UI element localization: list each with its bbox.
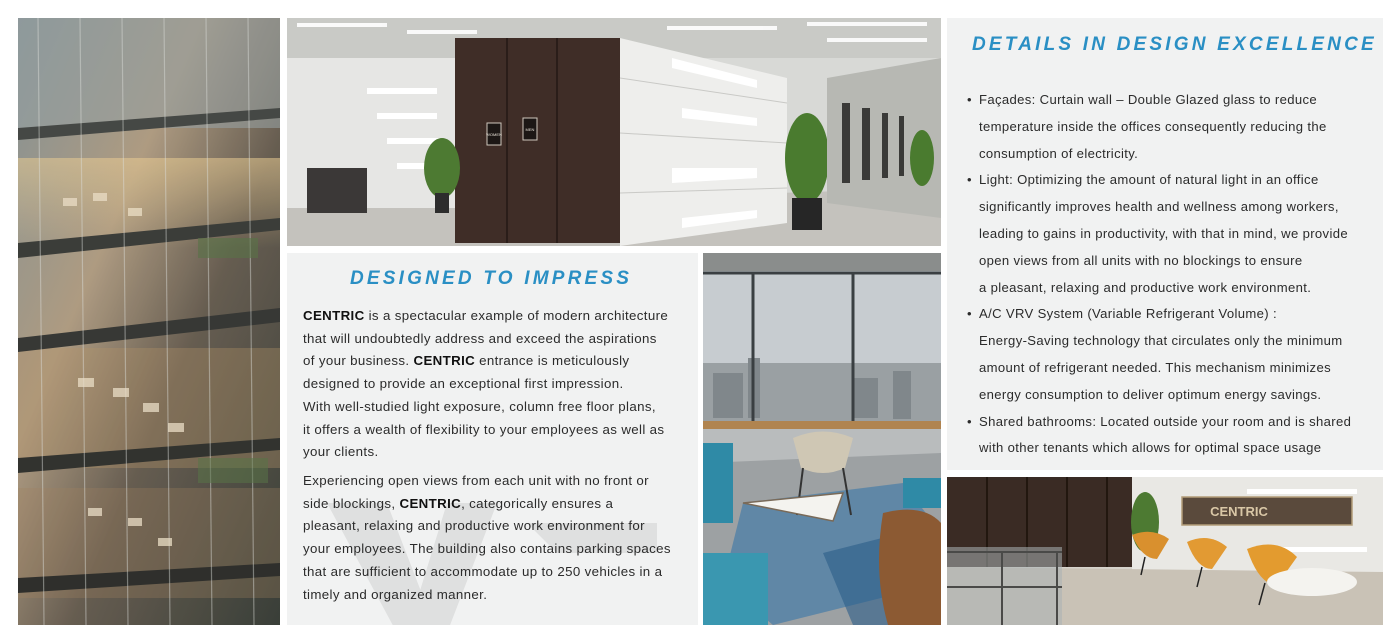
- men-sign: MEN: [525, 127, 535, 132]
- text-line: energy consumption to deliver optimum energy savings.: [979, 386, 1322, 402]
- lobby-corridor-photo: [287, 18, 941, 246]
- building-facade-photo: [18, 18, 280, 625]
- intro-heading: DESIGNED TO IMPRESS: [350, 268, 633, 289]
- text-line: your clients.: [303, 444, 379, 460]
- text-line: is a spectacular example of modern architecture: [364, 308, 669, 323]
- text-line: with other tenants which allows for optimal space usage: [979, 440, 1322, 456]
- brand-name: CENTRIC: [303, 308, 365, 323]
- text-line: timely and organized manner.: [303, 586, 488, 602]
- office-lounge-photo: [703, 253, 941, 625]
- text-line: Energy-Saving technology that circulates only the minimum: [979, 333, 1343, 349]
- text-line: leading to gains in productivity, with that in mind, we provide: [979, 225, 1348, 241]
- text-line: • Façades: Curtain wall – Double Glazed glass to reduce: [979, 92, 1318, 107]
- reception-photo: [947, 477, 1383, 625]
- intro-paragraph-1: [303, 305, 688, 464]
- text-line: it offers a wealth of flexibility to your employees as well as: [303, 421, 665, 437]
- text-line: designed to provide an exceptional first impression.: [303, 376, 624, 392]
- text-line: open views from all units with no blockings to ensure: [979, 252, 1303, 268]
- list-item: [969, 87, 1379, 167]
- text-line: pleasant, relaxing and productive work environment for: [303, 518, 645, 534]
- text-line: , categorically ensures a: [461, 495, 614, 511]
- women-sign: WOMEN: [486, 132, 502, 137]
- details-list: [969, 87, 1379, 462]
- text-line: that will undoubtedly address and exceed the aspirations: [303, 330, 657, 346]
- text-line: • A/C VRV System (Variable Refrigerant Volume) :: [979, 306, 1277, 322]
- brand-name: CENTRIC: [413, 353, 476, 369]
- intro-paragraph-2: [303, 470, 688, 606]
- brand-name: CENTRIC: [399, 495, 462, 511]
- details-heading: DETAILS IN DESIGN EXCELLENCE: [972, 34, 1377, 55]
- text-line: consumption of electricity.: [979, 145, 1139, 161]
- text-line: Experiencing open views from each unit with no front or: [303, 473, 649, 488]
- text-line: entrance is meticulously: [475, 353, 630, 369]
- list-item: [969, 409, 1379, 463]
- reception-sign: CENTRIC: [1210, 504, 1268, 519]
- list-item: [969, 167, 1379, 301]
- details-panel: [947, 18, 1383, 470]
- text-line: temperature inside the offices consequently reducing the: [979, 118, 1327, 134]
- text-line: a pleasant, relaxing and productive work environment.: [979, 279, 1312, 295]
- designed-to-impress-panel: [287, 253, 698, 625]
- text-line: significantly improves health and wellness among workers,: [979, 199, 1339, 215]
- text-line: • Light: Optimizing the amount of natural light in an office: [979, 172, 1319, 188]
- text-line: • Shared bathrooms: Located outside your room and is shared: [979, 413, 1352, 429]
- text-line: your employees. The building also contains parking spaces: [303, 541, 671, 557]
- text-line: that are sufficient to accommodate up to 250 vehicles in a: [303, 563, 663, 579]
- text-line: of your business.: [303, 353, 414, 369]
- text-line: With well-studied light exposure, column free floor plans,: [303, 398, 656, 414]
- list-item: [969, 301, 1379, 408]
- text-line: amount of refrigerant needed. This mechanism minimizes: [979, 359, 1331, 375]
- text-line: side blockings,: [303, 495, 400, 511]
